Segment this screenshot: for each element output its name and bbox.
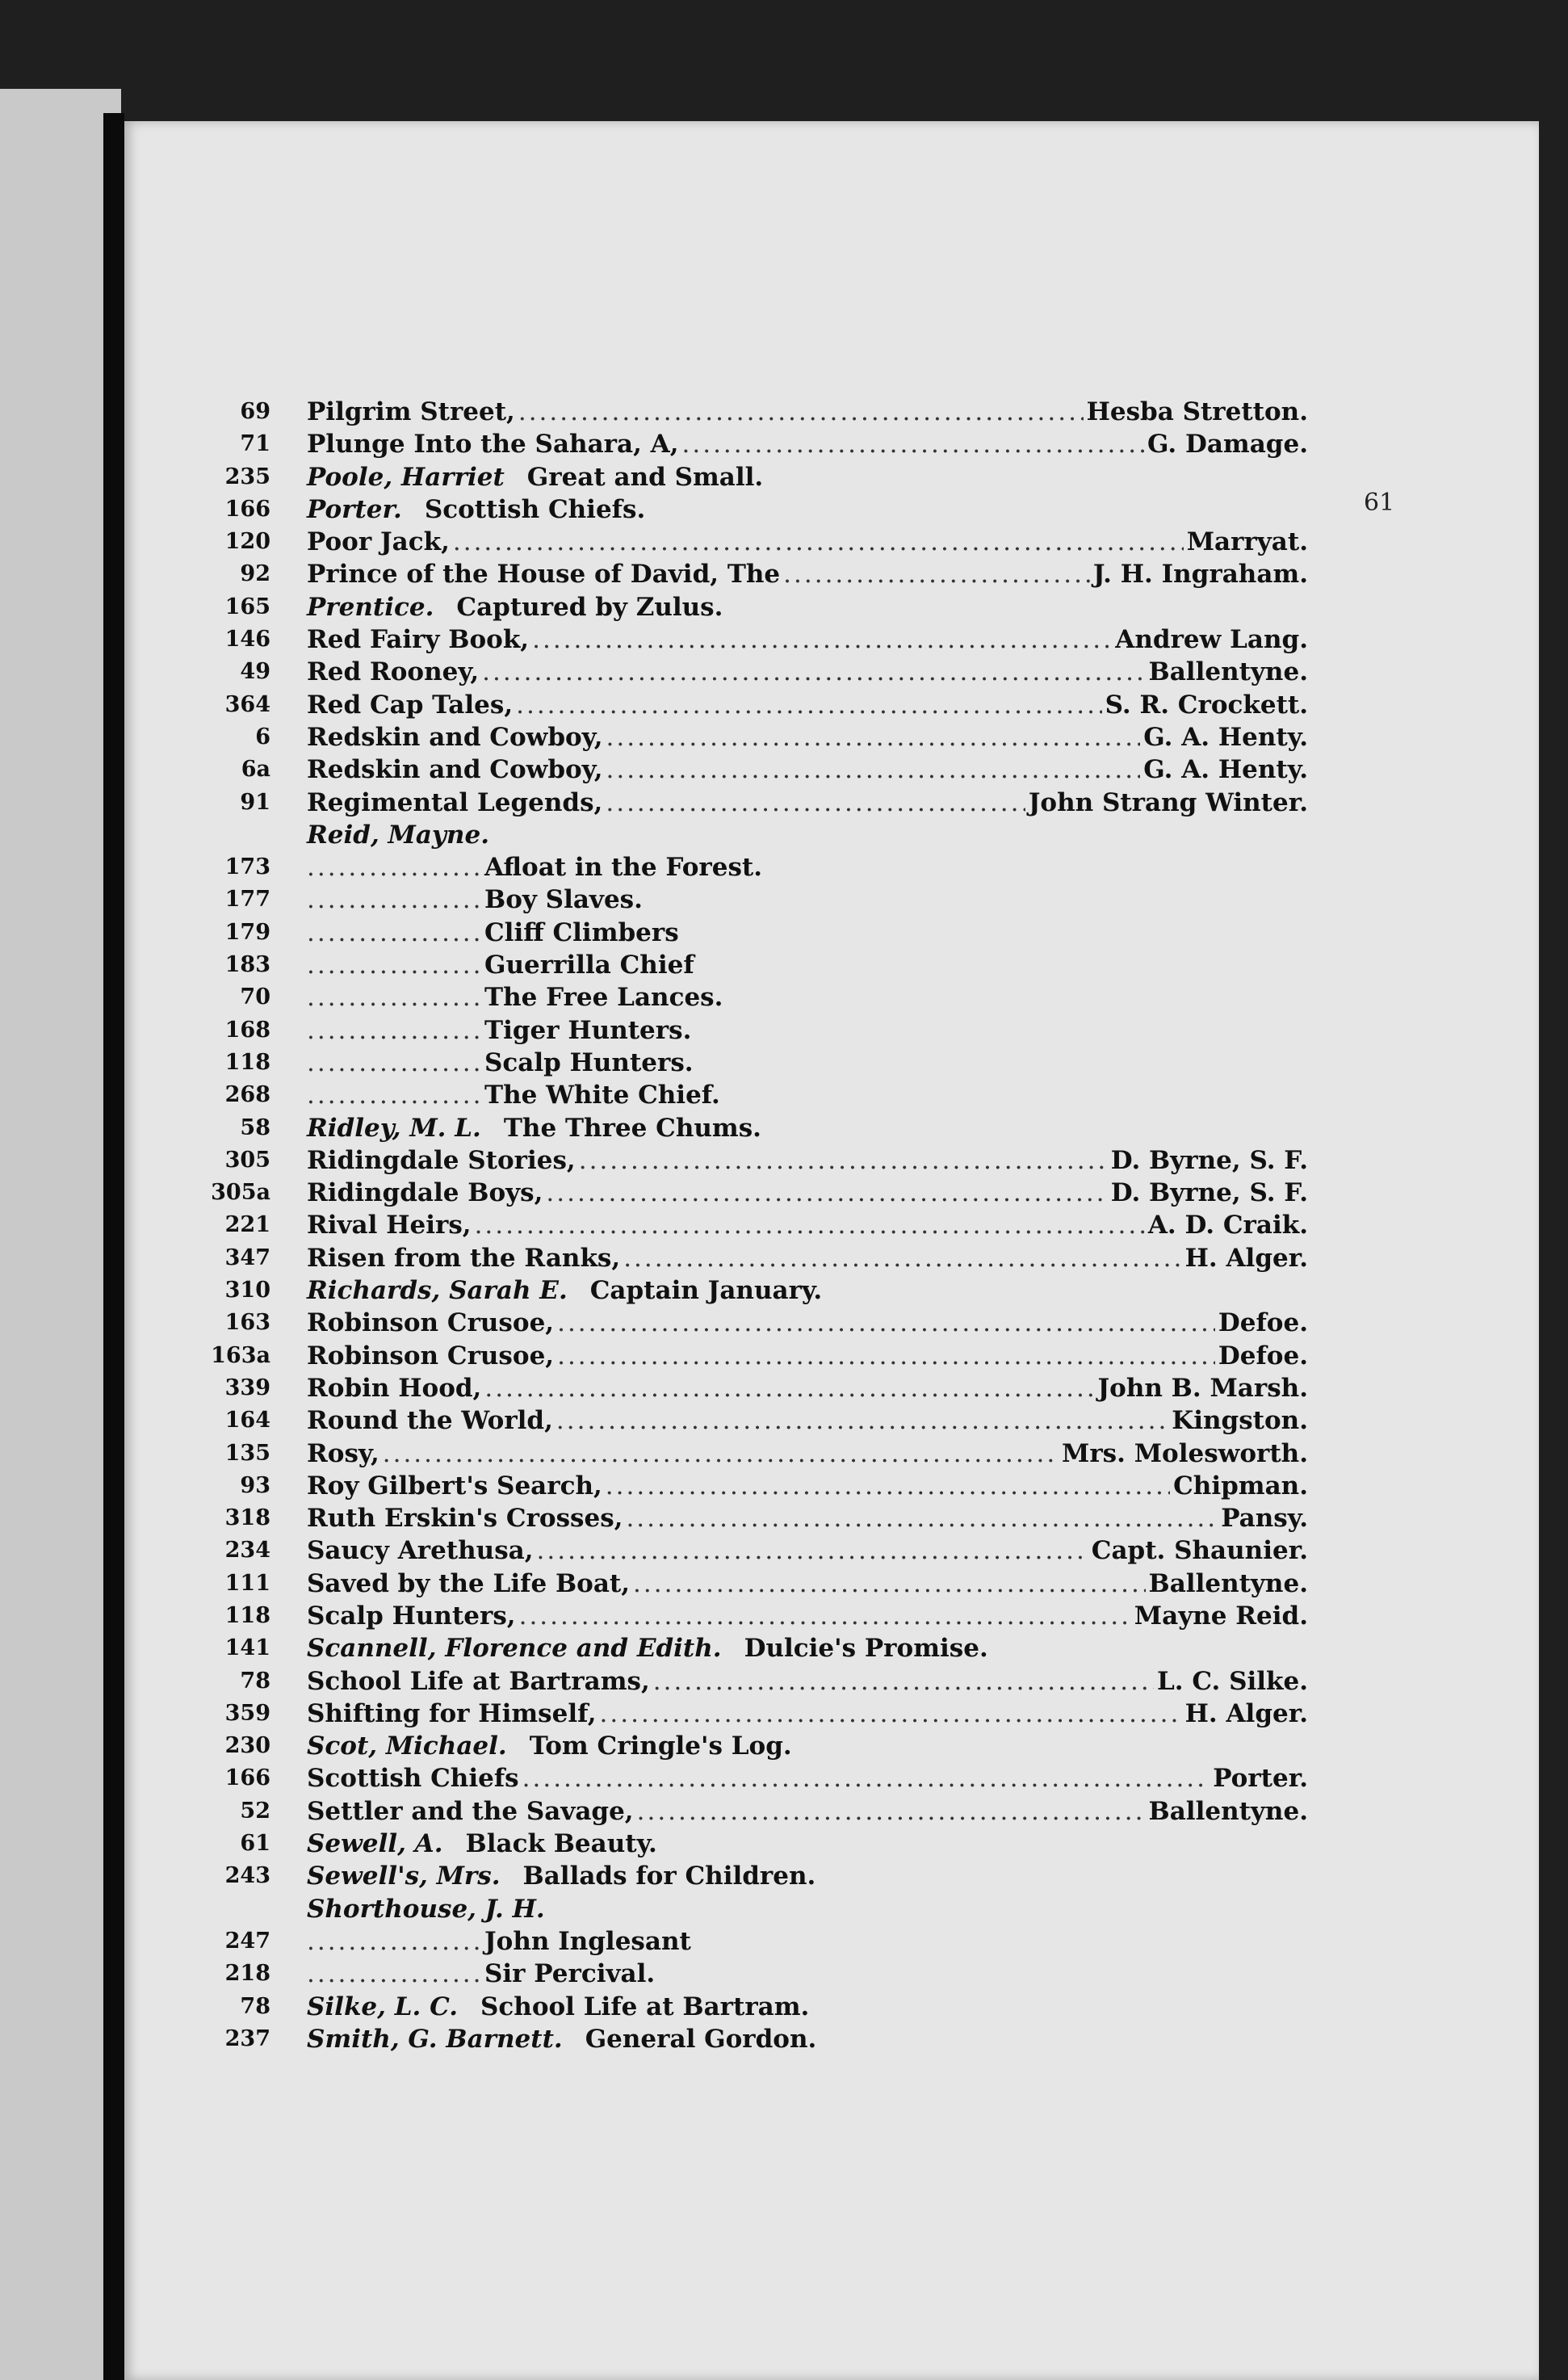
catalog-entry bbox=[202, 1242, 1308, 1274]
catalog-entry bbox=[202, 1632, 1308, 1664]
entry-line bbox=[307, 1307, 1308, 1339]
catalog-entry bbox=[202, 917, 1308, 949]
catalog-number: 339 bbox=[224, 1375, 270, 1400]
entry-author-name: Prentice. bbox=[307, 592, 434, 622]
catalog-number: 166 bbox=[224, 496, 270, 522]
catalog-entry bbox=[202, 1860, 1308, 1892]
leader-dots bbox=[653, 1665, 1154, 1698]
entry-line bbox=[307, 1795, 1308, 1828]
catalog-number: 177 bbox=[224, 887, 270, 913]
catalog-entry bbox=[202, 461, 1308, 493]
entry-author-name: Richards, Sarah E. bbox=[307, 1276, 568, 1306]
entry-line bbox=[307, 721, 1308, 753]
entry-author: G. A. Henty. bbox=[1143, 722, 1308, 752]
catalog-entry bbox=[202, 1762, 1308, 1794]
catalog-number: 58 bbox=[240, 1114, 270, 1140]
catalog-entry bbox=[202, 526, 1308, 558]
entry-title: Rival Heirs, bbox=[307, 1211, 472, 1240]
catalog-entry bbox=[202, 1600, 1308, 1632]
catalog-number: 243 bbox=[224, 1863, 270, 1889]
leader-dots bbox=[606, 753, 1141, 786]
entry-title: Robinson Crusoe, bbox=[307, 1341, 555, 1370]
catalog-entry bbox=[202, 428, 1308, 460]
entry-line bbox=[307, 1372, 1308, 1404]
entry-title: Risen from the Ranks, bbox=[307, 1243, 621, 1273]
entry-author-name: Scot, Michael. bbox=[307, 1731, 507, 1761]
entry-line bbox=[307, 1762, 1308, 1794]
entry-title: The Free Lances. bbox=[484, 983, 723, 1013]
entry-author: D. Byrne, S. F. bbox=[1110, 1145, 1308, 1175]
catalog-number: 164 bbox=[224, 1408, 270, 1433]
entry-author: Defoe. bbox=[1218, 1308, 1308, 1338]
leader-dots bbox=[307, 1925, 484, 1958]
leader-dots bbox=[516, 689, 1101, 721]
catalog-entry bbox=[202, 396, 1308, 428]
catalog-entry bbox=[202, 1144, 1308, 1177]
leader-dots bbox=[307, 949, 484, 981]
catalog-number: 168 bbox=[224, 1017, 270, 1043]
entry-line bbox=[307, 1274, 1308, 1307]
entry-line bbox=[307, 1144, 1308, 1177]
catalog-number: 6a bbox=[241, 757, 270, 783]
catalog-number: 120 bbox=[224, 529, 270, 555]
entry-line bbox=[307, 656, 1308, 688]
catalog-entry bbox=[202, 689, 1308, 721]
leader-dots bbox=[623, 1242, 1181, 1274]
entry-title: Plunge Into the Sahara, A, bbox=[307, 430, 679, 460]
catalog-entry bbox=[202, 819, 1308, 851]
entry-author: John Strang Winter. bbox=[1028, 787, 1308, 817]
entry-title: Robinson Crusoe, bbox=[307, 1308, 555, 1338]
leader-dots bbox=[307, 884, 484, 916]
entry-title: Scalp Hunters. bbox=[484, 1047, 694, 1077]
catalog-number: 163 bbox=[224, 1310, 270, 1336]
entry-author: G. Damage. bbox=[1147, 430, 1308, 460]
entry-author: Porter. bbox=[1213, 1764, 1308, 1794]
entry-title: Boy Slaves. bbox=[484, 885, 643, 915]
catalog-entry bbox=[202, 1372, 1308, 1404]
entry-line bbox=[307, 493, 1308, 526]
catalog-number: 305 bbox=[224, 1147, 270, 1173]
entry-line bbox=[307, 753, 1308, 786]
entry-title: Saved by the Life Boat, bbox=[307, 1568, 631, 1598]
leader-dots bbox=[606, 787, 1025, 819]
catalog-entry bbox=[202, 1209, 1308, 1241]
entry-line bbox=[307, 1470, 1308, 1502]
catalog-number: 347 bbox=[224, 1245, 270, 1270]
page-number: 61 bbox=[1364, 489, 1395, 517]
catalog-number: 93 bbox=[240, 1472, 270, 1498]
catalog-number: 237 bbox=[224, 2025, 270, 2051]
leader-dots bbox=[682, 428, 1144, 460]
catalog-entry bbox=[202, 1795, 1308, 1828]
catalog-number: 359 bbox=[224, 1700, 270, 1726]
entry-line bbox=[307, 917, 1308, 949]
catalog-number: 364 bbox=[224, 691, 270, 717]
leader-dots bbox=[307, 981, 484, 1014]
entry-line bbox=[307, 1730, 1308, 1762]
entry-author-name: Silke, L. C. bbox=[307, 1992, 459, 2021]
entry-author: L. C. Silke. bbox=[1156, 1666, 1308, 1696]
catalog-number: 69 bbox=[240, 399, 270, 424]
catalog-entry bbox=[202, 949, 1308, 981]
catalog-entry bbox=[202, 1502, 1308, 1534]
entry-author: J. H. Ingraham. bbox=[1092, 560, 1308, 590]
entry-author: A. D. Craik. bbox=[1147, 1211, 1308, 1240]
leader-dots bbox=[307, 1079, 484, 1111]
entry-title: Settler and the Savage, bbox=[307, 1796, 634, 1826]
entry-title: The White Chief. bbox=[484, 1081, 720, 1110]
entry-book-title: Dulcie's Promise. bbox=[744, 1634, 988, 1664]
catalog-number: 183 bbox=[224, 952, 270, 978]
entry-title: Cliff Climbers bbox=[484, 917, 679, 947]
leader-dots bbox=[307, 1014, 484, 1047]
entry-title: Redskin and Cowboy, bbox=[307, 755, 603, 785]
entry-title: Tiger Hunters. bbox=[484, 1015, 692, 1045]
entry-line bbox=[307, 1079, 1308, 1111]
catalog-entry bbox=[202, 1470, 1308, 1502]
entry-line bbox=[307, 787, 1308, 819]
entry-author-name: Ridley, M. L. bbox=[307, 1113, 481, 1143]
catalog-number: 163a bbox=[211, 1342, 270, 1368]
entry-book-title: Captain January. bbox=[589, 1276, 823, 1306]
leader-dots bbox=[307, 1047, 484, 1079]
entry-line bbox=[307, 1893, 1308, 1925]
leader-dots bbox=[633, 1568, 1145, 1600]
catalog-entry bbox=[202, 787, 1308, 819]
entry-line bbox=[307, 1242, 1308, 1274]
entry-line bbox=[307, 949, 1308, 981]
entry-author: Marryat. bbox=[1186, 527, 1308, 557]
entry-author: D. Byrne, S. F. bbox=[1110, 1178, 1308, 1208]
entry-line bbox=[307, 1438, 1308, 1470]
entry-line bbox=[307, 1991, 1308, 2023]
entry-title: School Life at Bartrams, bbox=[307, 1666, 650, 1696]
catalog-entry bbox=[202, 1404, 1308, 1437]
catalog-number: 71 bbox=[240, 431, 270, 457]
entry-line bbox=[307, 1177, 1308, 1209]
leader-dots bbox=[537, 1534, 1088, 1567]
entry-title: Red Fairy Book, bbox=[307, 625, 530, 655]
entry-title: Prince of the House of David, The bbox=[307, 560, 781, 590]
catalog-number: 111 bbox=[224, 1570, 270, 1596]
catalog-entry bbox=[202, 1047, 1308, 1079]
catalog-entry bbox=[202, 1438, 1308, 1470]
catalog-entry bbox=[202, 591, 1308, 623]
catalog-number: 118 bbox=[224, 1049, 270, 1075]
entry-line bbox=[307, 428, 1308, 460]
entry-title: Pilgrim Street, bbox=[307, 397, 515, 426]
entry-line bbox=[307, 1925, 1308, 1958]
entry-line bbox=[307, 1534, 1308, 1567]
entry-title: Robin Hood, bbox=[307, 1373, 482, 1403]
catalog-number: 141 bbox=[224, 1635, 270, 1661]
catalog-number: 78 bbox=[240, 1993, 270, 2019]
entry-line bbox=[307, 851, 1308, 884]
leader-dots bbox=[579, 1144, 1108, 1177]
leader-dots bbox=[307, 1958, 484, 1990]
catalog-entry bbox=[202, 1112, 1308, 1144]
entry-book-title: Scottish Chiefs. bbox=[424, 494, 646, 524]
entry-line bbox=[307, 884, 1308, 916]
catalog-number: 135 bbox=[224, 1440, 270, 1466]
entry-book-title: The Three Chums. bbox=[503, 1113, 761, 1143]
catalog-number: 221 bbox=[224, 1212, 270, 1238]
leader-dots bbox=[482, 656, 1145, 688]
catalog-number: 218 bbox=[224, 1961, 270, 1987]
leader-dots bbox=[626, 1502, 1218, 1534]
entry-line bbox=[307, 1958, 1308, 1990]
leader-dots bbox=[453, 526, 1184, 558]
entry-book-title: Ballads for Children. bbox=[522, 1862, 816, 1891]
entry-author: John B. Marsh. bbox=[1097, 1373, 1308, 1403]
catalog-number: 49 bbox=[240, 659, 270, 685]
entry-line bbox=[307, 1047, 1308, 1079]
entry-line bbox=[307, 1828, 1308, 1860]
entry-title: Ridingdale Boys, bbox=[307, 1178, 543, 1208]
catalog-entry bbox=[202, 753, 1308, 786]
entry-line bbox=[307, 689, 1308, 721]
catalog-number: 91 bbox=[240, 789, 270, 815]
entry-line bbox=[307, 2023, 1308, 2055]
catalog-entry bbox=[202, 2023, 1308, 2055]
catalog-number: 6 bbox=[255, 724, 270, 749]
entry-author: G. A. Henty. bbox=[1143, 755, 1308, 785]
entry-author: Ballentyne. bbox=[1148, 1796, 1308, 1826]
entry-book-title: Tom Cringle's Log. bbox=[529, 1731, 792, 1761]
catalog-entry bbox=[202, 1079, 1308, 1111]
catalog-entry bbox=[202, 1274, 1308, 1307]
entry-title: Guerrilla Chief bbox=[484, 951, 694, 980]
entry-title: Ruth Erskin's Crosses, bbox=[307, 1504, 623, 1534]
catalog-number: 78 bbox=[240, 1668, 270, 1694]
catalog-number: 118 bbox=[224, 1602, 270, 1628]
catalog-entry bbox=[202, 721, 1308, 753]
leader-dots bbox=[783, 558, 1090, 590]
leader-dots bbox=[637, 1795, 1146, 1828]
book-spine bbox=[103, 113, 124, 2380]
catalog-entry bbox=[202, 1730, 1308, 1762]
leader-dots bbox=[606, 1470, 1170, 1502]
entry-line bbox=[307, 461, 1308, 493]
entry-book-title: School Life at Bartram. bbox=[480, 1992, 810, 2021]
leader-dots bbox=[606, 721, 1141, 753]
leader-dots bbox=[557, 1340, 1215, 1372]
entry-title: Red Rooney, bbox=[307, 657, 480, 687]
entry-title: Shifting for Himself, bbox=[307, 1698, 597, 1728]
entry-line bbox=[307, 1340, 1308, 1372]
catalog-entry bbox=[202, 981, 1308, 1014]
catalog-number: 268 bbox=[224, 1082, 270, 1108]
leader-dots bbox=[532, 623, 1112, 656]
catalog-number: 234 bbox=[224, 1538, 270, 1564]
entry-author: Hesba Stretton. bbox=[1086, 397, 1308, 426]
catalog-number: 146 bbox=[224, 627, 270, 653]
leader-dots bbox=[557, 1307, 1215, 1339]
entry-line bbox=[307, 1698, 1308, 1730]
entry-title: Ridingdale Stories, bbox=[307, 1145, 576, 1175]
entry-line bbox=[307, 981, 1308, 1014]
leader-dots bbox=[307, 917, 484, 949]
entry-line bbox=[307, 1600, 1308, 1632]
entry-line bbox=[307, 396, 1308, 428]
entry-title: John Inglesant bbox=[484, 1926, 691, 1956]
entry-line bbox=[307, 819, 1308, 851]
catalog-number: 310 bbox=[224, 1278, 270, 1303]
catalog-entry bbox=[202, 623, 1308, 656]
catalog-entry bbox=[202, 1698, 1308, 1730]
entry-title: Scottish Chiefs bbox=[307, 1764, 519, 1794]
catalog-entry bbox=[202, 656, 1308, 688]
catalog-entry bbox=[202, 1925, 1308, 1958]
catalog-entry-list bbox=[202, 396, 1308, 2055]
entry-line bbox=[307, 1502, 1308, 1534]
catalog-number: 61 bbox=[240, 1831, 270, 1857]
catalog-entry bbox=[202, 884, 1308, 916]
leader-dots bbox=[556, 1404, 1168, 1437]
entry-title: Rosy, bbox=[307, 1438, 379, 1468]
entry-title: Sir Percival. bbox=[484, 1959, 656, 1989]
entry-line bbox=[307, 1568, 1308, 1600]
entry-book-title: General Gordon. bbox=[585, 2024, 817, 2054]
entry-title: Round the World, bbox=[307, 1406, 553, 1436]
author-heading: Reid, Mayne. bbox=[307, 820, 489, 850]
catalog-number: 52 bbox=[240, 1798, 270, 1824]
catalog-entry bbox=[202, 1665, 1308, 1698]
entry-author: Andrew Lang. bbox=[1115, 625, 1308, 655]
entry-author-name: Sewell's, Mrs. bbox=[307, 1862, 501, 1891]
catalog-entry bbox=[202, 1014, 1308, 1047]
entry-author: H. Alger. bbox=[1184, 1698, 1308, 1728]
entry-title: Scalp Hunters, bbox=[307, 1601, 516, 1631]
entry-title: Poor Jack, bbox=[307, 527, 450, 557]
leader-dots bbox=[600, 1698, 1182, 1730]
leader-dots bbox=[546, 1177, 1107, 1209]
entry-author: Mayne Reid. bbox=[1134, 1601, 1308, 1631]
entry-author: S. R. Crockett. bbox=[1105, 690, 1308, 720]
leader-dots bbox=[519, 1600, 1131, 1632]
leader-dots bbox=[484, 1372, 1094, 1404]
catalog-entry bbox=[202, 1991, 1308, 2023]
catalog-entry bbox=[202, 1340, 1308, 1372]
entry-author: Pansy. bbox=[1221, 1504, 1308, 1534]
catalog-entry bbox=[202, 1828, 1308, 1860]
catalog-entry bbox=[202, 1307, 1308, 1339]
entry-book-title: Great and Small. bbox=[526, 462, 764, 492]
entry-line bbox=[307, 558, 1308, 590]
entry-author: Ballentyne. bbox=[1148, 657, 1308, 687]
leader-dots bbox=[475, 1209, 1145, 1241]
author-heading: Shorthouse, J. H. bbox=[307, 1894, 545, 1924]
entry-line bbox=[307, 591, 1308, 623]
entry-title: Regimental Legends, bbox=[307, 787, 603, 817]
entry-author-name: Porter. bbox=[307, 494, 402, 524]
entry-book-title: Black Beauty. bbox=[465, 1829, 657, 1859]
entry-author: Capt. Shaunier. bbox=[1091, 1536, 1308, 1566]
entry-author-name: Scannell, Florence and Edith. bbox=[307, 1634, 722, 1664]
catalog-number: 166 bbox=[224, 1765, 270, 1791]
entry-title: Afloat in the Forest. bbox=[484, 853, 763, 883]
entry-line bbox=[307, 1632, 1308, 1664]
entry-author: Chipman. bbox=[1173, 1471, 1308, 1501]
catalog-number: 70 bbox=[240, 984, 270, 1010]
entry-author: Ballentyne. bbox=[1148, 1568, 1308, 1598]
entry-author: Mrs. Molesworth. bbox=[1062, 1438, 1308, 1468]
catalog-number: 235 bbox=[224, 464, 270, 489]
leader-dots bbox=[518, 396, 1084, 428]
entry-title: Redskin and Cowboy, bbox=[307, 722, 603, 752]
catalog-number: 165 bbox=[224, 594, 270, 619]
catalog-number: 230 bbox=[224, 1733, 270, 1759]
entry-title: Saucy Arethusa, bbox=[307, 1536, 534, 1566]
catalog-number: 247 bbox=[224, 1928, 270, 1954]
catalog-number: 318 bbox=[224, 1505, 270, 1531]
leader-dots bbox=[522, 1762, 1210, 1794]
entry-line bbox=[307, 1112, 1308, 1144]
entry-line bbox=[307, 1014, 1308, 1047]
catalog-number: 305a bbox=[211, 1180, 270, 1206]
catalog-number: 179 bbox=[224, 919, 270, 945]
entry-title: Red Cap Tales, bbox=[307, 690, 514, 720]
catalog-entry bbox=[202, 558, 1308, 590]
entry-author-name: Poole, Harriet bbox=[307, 462, 505, 492]
entry-line bbox=[307, 1404, 1308, 1437]
catalog-entry bbox=[202, 1958, 1308, 1990]
catalog-entry bbox=[202, 1893, 1308, 1925]
entry-book-title: Captured by Zulus. bbox=[456, 592, 723, 622]
entry-author-name: Sewell, A. bbox=[307, 1829, 443, 1859]
entry-title: Roy Gilbert's Search, bbox=[307, 1471, 602, 1501]
entry-line bbox=[307, 526, 1308, 558]
catalog-entry bbox=[202, 851, 1308, 884]
catalog-entry bbox=[202, 1568, 1308, 1600]
leader-dots bbox=[307, 851, 484, 884]
entry-line bbox=[307, 1665, 1308, 1698]
catalog-entry bbox=[202, 493, 1308, 526]
entry-author: H. Alger. bbox=[1184, 1243, 1308, 1273]
leader-dots bbox=[383, 1438, 1059, 1470]
catalog-entry bbox=[202, 1534, 1308, 1567]
entry-author: Kingston. bbox=[1172, 1406, 1308, 1436]
entry-author-name: Smith, G. Barnett. bbox=[307, 2024, 563, 2054]
catalog-entry bbox=[202, 1177, 1308, 1209]
catalog-number: 92 bbox=[240, 561, 270, 587]
entry-line bbox=[307, 1209, 1308, 1241]
entry-line bbox=[307, 623, 1308, 656]
entry-line bbox=[307, 1860, 1308, 1892]
entry-author: Defoe. bbox=[1218, 1341, 1308, 1370]
catalog-number: 173 bbox=[224, 854, 270, 880]
